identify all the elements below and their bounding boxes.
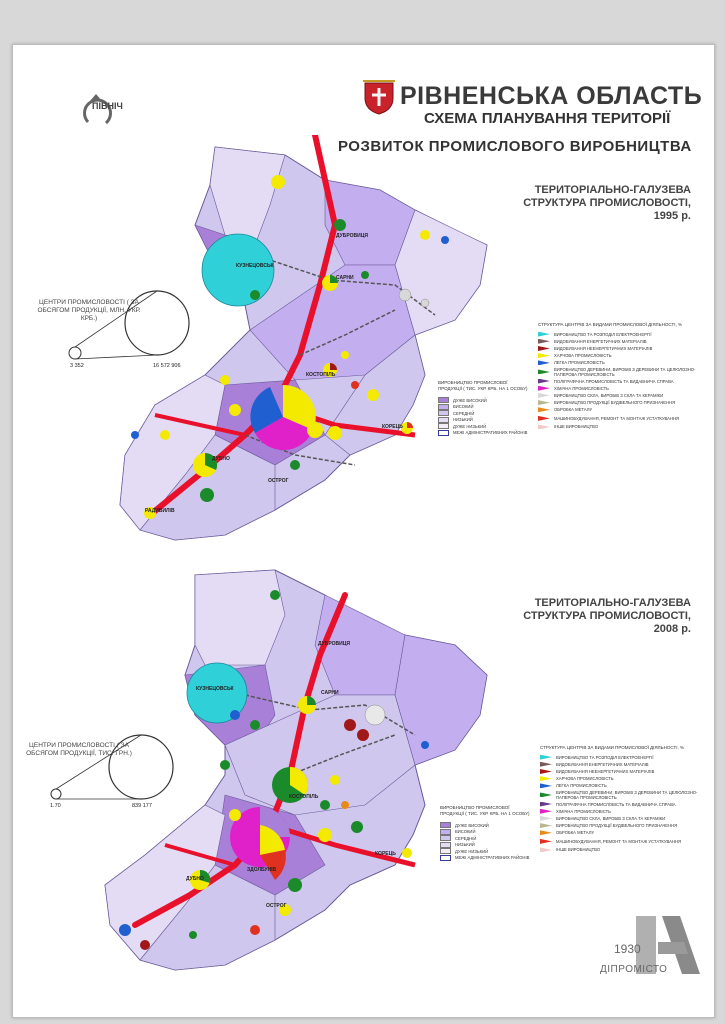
industry-item (540, 846, 700, 853)
logo-name: ДІПРОМІСТО (600, 964, 668, 975)
industry-label: ПОЛІГРАФІЧНА ПРОМИСЛОВІСТЬ ТА ВИДАВНИЧА СПРАВА (554, 378, 674, 384)
industry-label: ХАРЧОВА ПРОМИСЛОВІСТЬ (556, 776, 614, 782)
map-title-1995 (471, 184, 691, 223)
industry-label: ОБРОБКА МЕТАЛУ (556, 830, 595, 836)
level-label: ДУЖЕ НИЗЬКИЙ (455, 848, 489, 854)
city-label: ДУБРОВИЦЯ (318, 641, 350, 647)
industry-swatch (538, 353, 550, 358)
centers-max-value: 839 177 (132, 803, 152, 809)
industry-swatch (538, 386, 550, 391)
levels-legend-title: ВИРОБНИЦТВО ПРОМИСЛОВОЇ ПРОДУКЦІЇ ( ТИС. УКР. КРБ. НА 1 ОСОБУ) (440, 805, 530, 816)
industry-label: ВИРОБНИЦТВО СКЛА, ВИРОБІВ З СКЛА ТА КЕРАМІКИ (556, 815, 666, 821)
page-topic: РОЗВИТОК ПРОМИСЛОВОГО ВИРОБНИЦТВА (338, 138, 692, 155)
industry-label: ВИДОБУВАННЯ НЕЕНЕРГЕТИЧНИХ МАТЕРІАЛІВ (556, 768, 655, 774)
page-subtitle: СХЕМА ПЛАНУВАННЯ ТЕРИТОРІЇ (424, 110, 671, 127)
industry-label: ВИРОБНИЦТВО ДЕРЕВИНИ, ВИРОБІВ З ДЕРЕВИНИ ТА ЦЕЛЮЛОЗНО-ПАПЕРОВА ПРОМИСЛОВІСТЬ (554, 366, 696, 377)
industry-swatch (540, 830, 552, 835)
industry-item (540, 761, 700, 768)
boundary-swatch (438, 430, 449, 436)
city-label: РАДИВИЛІВ (145, 508, 175, 514)
level-label: ВИСОКИЙ (453, 404, 474, 410)
industry-label: ВИРОБНИЦТВО ДЕРЕВИНИ, ВИРОБІВ З ДЕРЕВИНИ ТА ЦЕЛЮЛОЗНО-ПАПЕРОВА ПРОМИСЛОВІСТЬ (556, 789, 698, 800)
industry-item (538, 352, 698, 359)
centers-min-value: 3 352 (70, 363, 84, 369)
industry-swatch (540, 839, 552, 844)
industry-label: ХІМІЧНА ПРОМИСЛОВІСТЬ (554, 385, 609, 391)
industry-item (540, 800, 700, 807)
level-label: НИЗЬКИЙ (455, 842, 475, 848)
industry-label: ІНШЕ ВИРОБНИЦТВО (554, 424, 599, 430)
industry-swatch (540, 762, 552, 767)
industry-item (538, 331, 698, 338)
industry-label: ВИДОБУВАННЯ ЕНЕРГЕТИЧНИХ МАТЕРІАЛІВ (554, 338, 647, 344)
map-title-2008 (471, 597, 691, 636)
industry-item (540, 782, 700, 789)
industry-item (538, 392, 698, 399)
industry-swatch (538, 379, 550, 384)
industry-swatch (538, 369, 550, 374)
level-swatch (438, 404, 449, 410)
city-label: ЗДОЛБУНІВ (247, 867, 277, 873)
industry-label: МАШИНОБУДУВАННЯ, РЕМОНТ ТА МОНТАЖ УСТАТКУВАННЯ (554, 415, 680, 421)
level-label: ДУЖЕ ВИСОКИЙ (453, 397, 487, 403)
levels-legend-title: ВИРОБНИЦТВО ПРОМИСЛОВОЇ ПРОДУКЦІЇ ( ТИС. УКР. КРБ. НА 1 ОСОБУ) (438, 380, 528, 391)
industry-item (540, 836, 700, 846)
industry-item (540, 775, 700, 782)
city-label: САРНИ (321, 690, 339, 696)
level-swatch (440, 835, 451, 841)
industry-label: ВИДОБУВАННЯ ЕНЕРГЕТИЧНИХ МАТЕРІАЛІВ (556, 761, 649, 767)
level-label: ДУЖЕ ВИСОКИЙ (455, 822, 489, 828)
industry-legend-1995 (538, 322, 698, 431)
level-swatch (440, 829, 451, 835)
north-label: ПІВНІЧ (92, 101, 123, 111)
industry-item (538, 366, 698, 377)
industry-item (540, 789, 700, 800)
industry-label: ВИРОБНИЦТВО СКЛА, ВИРОБІВ З СКЛА ТА КЕРАМІКИ (554, 392, 664, 398)
city-label: КУЗНЕЦОВСЬК (196, 686, 234, 692)
industry-label: ВИДОБУВАННЯ НЕЕНЕРГЕТИЧНИХ МАТЕРІАЛІВ (554, 345, 653, 351)
logo-year: 1930 (614, 942, 641, 956)
levels-legend-1995 (438, 380, 528, 436)
industry-swatch (540, 755, 552, 760)
industry-swatch (538, 416, 550, 421)
industry-item (538, 423, 698, 430)
industry-label: ХІМІЧНА ПРОМИСЛОВІСТЬ (556, 808, 611, 814)
centers-min-value: 1.70 (50, 803, 61, 809)
level-swatch (438, 397, 449, 403)
industry-swatch (538, 407, 550, 412)
city-label: САРНИ (336, 275, 354, 281)
north-arrow-icon (76, 92, 120, 130)
industry-item (538, 385, 698, 392)
industry-swatch (538, 346, 550, 351)
industry-swatch (540, 823, 552, 828)
map-title-year: 1995 р. (653, 210, 691, 222)
industry-item (538, 377, 698, 384)
proportional-circles-icon (64, 288, 190, 364)
industry-swatch (538, 400, 550, 405)
centers-legend-title: ЦЕНТРИ ПРОМИСЛОВОСТІ ( ЗА ОБСЯГОМ ПРОДУКЦІЇ, МЛН. УКР. КРБ.) (37, 299, 141, 322)
industry-item (538, 345, 698, 352)
industry-label: ЛЕГКА ПРОМИСЛОВІСТЬ (554, 360, 605, 366)
industry-item (540, 808, 700, 815)
level-label: МЕЖІ АДМІНІСТРАТИВНИХ РАЙОНІВ (453, 430, 528, 436)
centers-max-value: 16 572 906 (153, 363, 181, 369)
level-item (440, 855, 530, 862)
industry-legend-2008 (540, 745, 700, 854)
map-title-line: СТРУКТУРА ПРОМИСЛОВОСТІ, (523, 197, 691, 209)
industry-label: ХАРЧОВА ПРОМИСЛОВІСТЬ (554, 353, 612, 359)
city-label: ДУБРОВИЦЯ (336, 233, 368, 239)
city-label: ОСТРОГ (266, 903, 287, 909)
industry-item (540, 815, 700, 822)
levels-legend-2008 (440, 805, 530, 861)
level-swatch (438, 417, 449, 423)
industry-swatch (540, 802, 552, 807)
industry-swatch (540, 847, 552, 852)
city-label: КОСТОПІЛЬ (289, 794, 319, 800)
industry-label: ОБРОБКА МЕТАЛУ (554, 407, 593, 413)
city-label: КОРЕЦЬ (375, 851, 396, 857)
industry-swatch (540, 776, 552, 781)
industry-legend-title: СТРУКТУРА ЦЕНТРІВ ЗА ВИДАМИ ПРОМИСЛОВОЇ ДІЯЛЬНОСТІ, % (538, 322, 682, 327)
industry-label: ПОЛІГРАФІЧНА ПРОМИСЛОВІСТЬ ТА ВИДАВНИЧА СПРАВА (556, 801, 676, 807)
centers-legend-title: ЦЕНТРИ ПРОМИСЛОВОСТІ ( ЗА ОБСЯГОМ ПРОДУКЦІЇ, ТИС. ГРН.) (26, 742, 132, 757)
boundary-swatch (440, 855, 451, 861)
level-swatch (440, 848, 451, 854)
industry-item (540, 829, 700, 836)
city-label: КОСТОПІЛЬ (306, 372, 336, 378)
map-title-line: ТЕРИТОРІАЛЬНО-ГАЛУЗЕВА (534, 184, 691, 196)
level-label: ВИСОКИЙ (455, 829, 476, 835)
industry-swatch (538, 339, 550, 344)
industry-label: ВИРОБНИЦТВО ПРОДУКЦІЇ БУДІВЕЛЬНОГО ПРИЗНАЧЕННЯ (554, 400, 676, 406)
industry-swatch (538, 360, 550, 365)
city-label: КУЗНЕЦОВСЬК (236, 263, 274, 269)
level-label: МЕЖІ АДМІНІСТРАТИВНИХ РАЙОНІВ (455, 855, 530, 861)
coat-of-arms-icon (362, 80, 396, 116)
level-item (438, 430, 528, 437)
level-label: СЕРЕДНІЙ (453, 410, 475, 416)
city-label: КОРЕЦЬ (382, 424, 403, 430)
industry-label: ІНШЕ ВИРОБНИЦТВО (556, 847, 601, 853)
industry-swatch (540, 809, 552, 814)
industry-swatch (538, 332, 550, 337)
industry-label: МАШИНОБУДУВАННЯ, РЕМОНТ ТА МОНТАЖ УСТАТКУВАННЯ (556, 838, 682, 844)
level-swatch (438, 423, 449, 429)
industry-item (538, 413, 698, 423)
industry-swatch (538, 424, 550, 429)
industry-item (538, 338, 698, 345)
industry-swatch (540, 769, 552, 774)
industry-swatch (538, 393, 550, 398)
industry-label: ВИРОБНИЦТВО ПРОДУКЦІЇ БУДІВЕЛЬНОГО ПРИЗНАЧЕННЯ (556, 823, 678, 829)
industry-item (540, 754, 700, 761)
level-swatch (440, 842, 451, 848)
industry-label: ВИРОБНИЦТВО ТА РОЗПОДІЛ ЕЛЕКТРОЕНЕРГІЇ (556, 754, 654, 760)
industry-item (540, 768, 700, 775)
industry-label: ВИРОБНИЦТВО ТА РОЗПОДІЛ ЕЛЕКТРОЕНЕРГІЇ (554, 331, 652, 337)
level-label: СЕРЕДНІЙ (455, 835, 477, 841)
industry-item (538, 406, 698, 413)
city-label: ДУБНО (186, 876, 204, 882)
level-label: ДУЖЕ НИЗЬКИЙ (453, 423, 487, 429)
level-label: НИЗЬКИЙ (453, 417, 473, 423)
industry-legend-title: СТРУКТУРА ЦЕНТРІВ ЗА ВИДАМИ ПРОМИСЛОВОЇ ДІЯЛЬНОСТІ, % (540, 745, 684, 750)
map-title-line: ТЕРИТОРІАЛЬНО-ГАЛУЗЕВА (534, 597, 691, 609)
city-label: ДУБНО (212, 456, 230, 462)
industry-swatch (540, 783, 552, 788)
page-title: РІВНЕНСЬКА ОБЛАСТЬ (400, 82, 703, 110)
industry-label: ЛЕГКА ПРОМИСЛОВІСТЬ (556, 783, 607, 789)
level-swatch (440, 822, 451, 828)
city-label: ОСТРОГ (268, 478, 289, 484)
industry-item (538, 359, 698, 366)
industry-swatch (540, 792, 552, 797)
map-title-line: СТРУКТУРА ПРОМИСЛОВОСТІ, (523, 610, 691, 622)
industry-item (540, 822, 700, 829)
map-title-year: 2008 р. (653, 623, 691, 635)
level-swatch (438, 410, 449, 416)
industry-item (538, 399, 698, 406)
industry-swatch (540, 816, 552, 821)
proportional-circles-icon (48, 732, 174, 808)
